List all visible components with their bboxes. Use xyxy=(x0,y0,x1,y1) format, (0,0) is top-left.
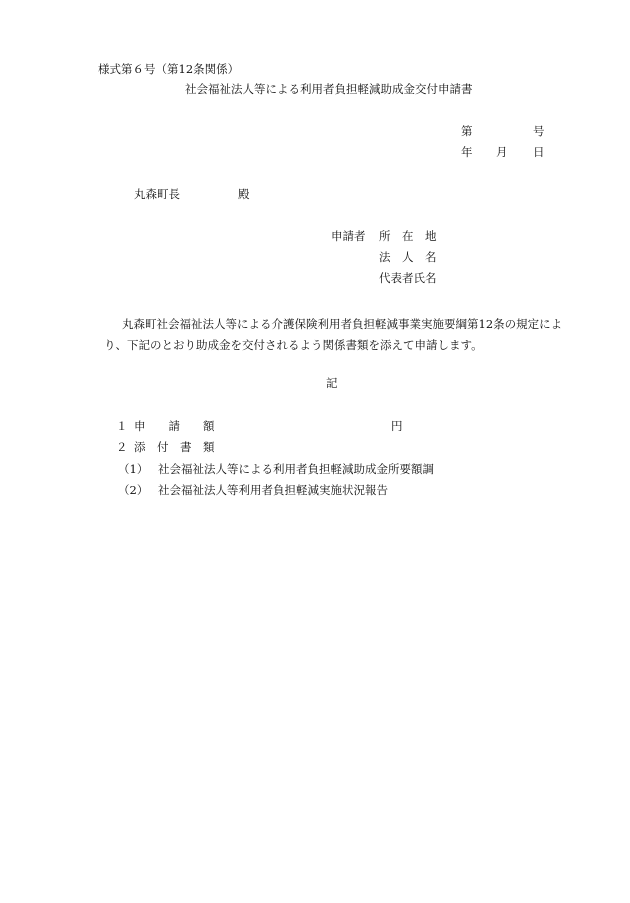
sub-item-1-text: 社会福祉法人等による利用者負担軽減助成金所要額調 xyxy=(158,462,434,476)
item-1-label: 申 請 額 xyxy=(134,419,215,433)
date-day: 日 xyxy=(533,145,545,159)
body-line-1: 丸森町社会福祉法人等による介護保険利用者負担軽減事業実施要綱第12条の規定によ xyxy=(122,317,563,331)
sub-item-1-number: （1） xyxy=(118,462,149,476)
addressee-name: 丸森町長 xyxy=(134,187,180,201)
doc-number-go: 号 xyxy=(533,124,545,138)
sub-item-2-text: 社会福祉法人等利用者負担軽減実施状況報告 xyxy=(158,483,388,497)
item-1-number: １ xyxy=(116,419,128,433)
body-paragraph xyxy=(104,314,578,356)
document-title: 社会福祉法人等による利用者負担軽減助成金交付申請書 xyxy=(185,82,473,96)
addressee-honorific: 殿 xyxy=(238,187,250,201)
sub-item-2-number: （2） xyxy=(118,483,149,497)
date-year: 年 xyxy=(461,145,473,159)
item-1-unit: 円 xyxy=(391,419,403,433)
doc-number-dai: 第 xyxy=(461,124,473,138)
item-2-number: ２ xyxy=(116,440,128,454)
address-label: 所 在 地 xyxy=(379,229,437,243)
date-month: 月 xyxy=(496,145,508,159)
ki-heading: 記 xyxy=(326,376,338,390)
representative-name-label: 代表者氏名 xyxy=(379,271,437,285)
corporation-name-label: 法 人 名 xyxy=(379,250,437,264)
applicant-label: 申請者 xyxy=(331,229,366,243)
form-number: 様式第６号（第12条関係） xyxy=(98,62,240,76)
body-line-2: り、下記のとおり助成金を交付されるよう関係書類を添えて申請します。 xyxy=(104,338,483,352)
item-2-label: 添 付 書 類 xyxy=(134,440,215,454)
